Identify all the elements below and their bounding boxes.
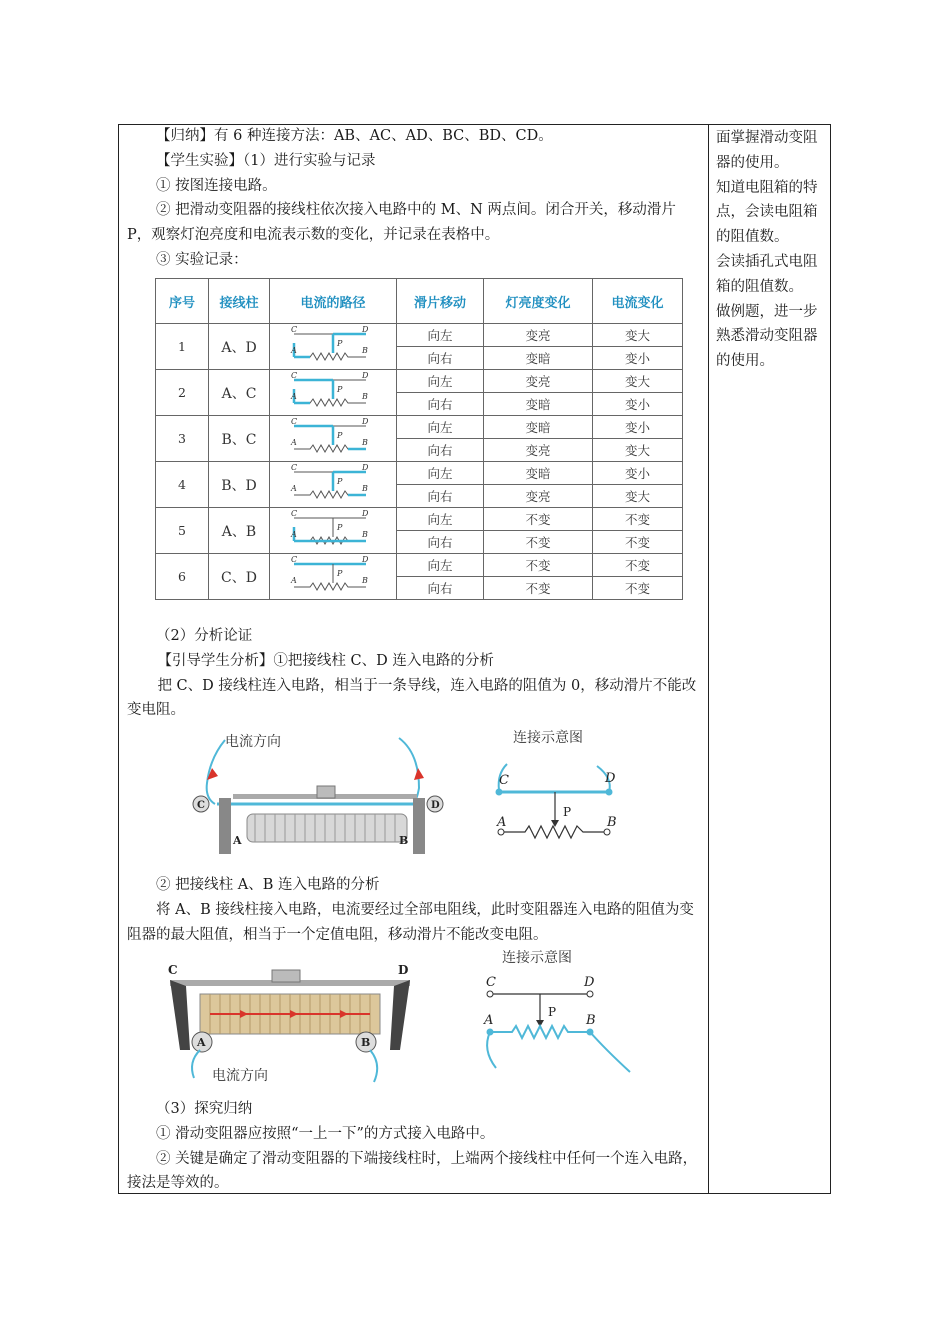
current-change: 变小 [593, 393, 683, 416]
ab-analysis-text: 将 A、B 接线柱接入电路，电流要经过全部电阻线，此时变阻器连入电路的阻值为变阻器的最大阻值，相当于一个定值电阻，移动滑片不能改变电阻。 [127, 901, 694, 943]
schematic-dot-d [606, 789, 613, 796]
circuit-path-icon [288, 555, 378, 595]
conclusion-title: （3）探究归纳 [156, 1101, 253, 1117]
svg-text:C: C [291, 417, 298, 426]
table-row [156, 370, 683, 393]
side-text-3: 会读插孔式电阻箱的阻值数。 [716, 253, 818, 295]
ab-section [127, 873, 701, 947]
current-change: 不变 [593, 531, 683, 554]
row-no: 4 [156, 462, 209, 508]
ab-left-leg [170, 980, 190, 1050]
terminal-a-label: A [233, 834, 242, 847]
brightness-change: 变亮 [484, 324, 593, 347]
svg-text:B: B [362, 438, 368, 447]
slider [317, 786, 335, 798]
svg-text:D: D [362, 371, 369, 380]
record-table [155, 278, 683, 600]
ab-wire-out [370, 1050, 377, 1082]
header-brightness: 灯亮度变化 [484, 279, 593, 324]
row-terminals: C、D [209, 554, 270, 600]
row-no: 5 [156, 508, 209, 554]
slide-direction: 向右 [397, 439, 484, 462]
row-terminals: A、D [209, 324, 270, 370]
ab-terminal-a-label: A [197, 1036, 206, 1049]
ab-terminal-d-label: D [398, 963, 409, 977]
current-change: 变小 [593, 462, 683, 485]
ab-current-direction-label: 电流方向 [212, 1068, 268, 1084]
svg-text:P: P [337, 385, 343, 394]
slide-direction: 向左 [397, 462, 484, 485]
schematic-resistor [503, 826, 605, 838]
current-change: 变大 [593, 485, 683, 508]
slide-direction: 向左 [397, 370, 484, 393]
wire-in [207, 740, 225, 804]
schematic-label-d: D [605, 771, 616, 786]
ab-title: ② 把接线柱 A、B 连入电路的分析 [156, 877, 380, 893]
ab-terminal-c-label: C [168, 963, 178, 977]
cd-analysis-text: 把 C、D 接线柱连入电路，相当于一条导线，连入电路的阻值为 0，移动滑片不能改变电阻。 [127, 677, 697, 719]
svg-text:D: D [362, 417, 369, 426]
svg-text:D: D [362, 325, 369, 334]
ab-schematic-label-b: B [586, 1013, 596, 1028]
table-row [156, 324, 683, 347]
header-no: 序号 [156, 279, 209, 324]
side-text-1: 面掌握滑动变阻器的使用。 [716, 130, 818, 171]
slide-direction: 向右 [397, 577, 484, 600]
schematic-slider-tip [551, 820, 559, 827]
cd-connection-figure [185, 728, 645, 858]
brightness-change: 变暗 [484, 347, 593, 370]
current-change: 变小 [593, 347, 683, 370]
ab-connection-figure [160, 950, 640, 1090]
svg-text:P: P [337, 569, 343, 578]
circuit-path-icon [288, 463, 378, 503]
row-terminals: B、D [209, 462, 270, 508]
table-row [156, 554, 683, 577]
row-terminals: A、C [209, 370, 270, 416]
main-column [127, 124, 701, 273]
ab-right-leg [390, 980, 410, 1050]
side-text-4: 做例题，进一步熟悉滑动变阻器的使用。 [716, 303, 818, 370]
conclusion-2: ② 关键是确定了滑动变阻器的下端接线柱时，上端两个接线柱中任何一个连入电路，接法是等效的。 [127, 1150, 698, 1192]
analysis-title: （2）分析论证 [156, 628, 253, 644]
svg-text:A: A [291, 530, 297, 539]
svg-text:D: D [362, 463, 369, 472]
svg-text:A: A [291, 392, 297, 401]
brightness-change: 变亮 [484, 485, 593, 508]
row-path-diagram [270, 508, 397, 554]
current-change: 变大 [593, 324, 683, 347]
slide-direction: 向左 [397, 324, 484, 347]
schematic-label-c: C [499, 773, 509, 788]
row-no: 3 [156, 416, 209, 462]
brightness-change: 变亮 [484, 439, 593, 462]
ab-slider [272, 970, 300, 982]
svg-text:B: B [362, 392, 368, 401]
row-path-diagram [270, 370, 397, 416]
brightness-change: 不变 [484, 531, 593, 554]
step-3: ③ 实验记录： [156, 251, 248, 268]
table-header-row [156, 279, 683, 324]
side-text-2: 知道电阻箱的特点，会读电阻箱的阻值数。 [716, 179, 818, 246]
svg-text:B: B [362, 484, 368, 493]
header-path: 电流的路径 [270, 279, 397, 324]
row-path-diagram [270, 462, 397, 508]
summary-text: 【归纳】有 6 种连接方法：AB、AC、AD、BC、BD、CD。 [156, 128, 553, 144]
column-divider [708, 124, 709, 1194]
brightness-change: 不变 [484, 554, 593, 577]
analysis-section [127, 624, 701, 723]
circuit-path-icon [288, 509, 378, 549]
row-path-diagram [270, 554, 397, 600]
circuit-path-icon [288, 325, 378, 365]
circuit-path-icon [288, 371, 378, 411]
terminal-d-label: D [431, 800, 440, 811]
ab-wire-in [192, 1050, 200, 1078]
svg-text:P: P [337, 339, 343, 348]
svg-text:B: B [362, 346, 368, 355]
header-current: 电流变化 [593, 279, 683, 324]
row-path-diagram [270, 324, 397, 370]
current-change: 变大 [593, 439, 683, 462]
row-no: 6 [156, 554, 209, 600]
slide-direction: 向右 [397, 531, 484, 554]
svg-text:C: C [291, 509, 298, 518]
slide-direction: 向右 [397, 485, 484, 508]
brightness-change: 变暗 [484, 416, 593, 439]
current-change: 不变 [593, 554, 683, 577]
svg-text:P: P [337, 431, 343, 440]
schematic-label-b: B [607, 815, 617, 830]
table-row [156, 416, 683, 439]
current-change: 不变 [593, 508, 683, 531]
right-bracket [413, 798, 425, 854]
slide-direction: 向右 [397, 347, 484, 370]
left-bracket [219, 798, 231, 854]
coil [247, 814, 407, 842]
slide-direction: 向左 [397, 508, 484, 531]
svg-text:C: C [291, 555, 298, 564]
slide-direction: 向左 [397, 416, 484, 439]
conclusion-section [127, 1097, 701, 1196]
current-change: 不变 [593, 577, 683, 600]
ab-schematic-label-p: P [548, 1005, 557, 1019]
ab-schematic-title: 连接示意图 [502, 950, 572, 966]
row-terminals: B、C [209, 416, 270, 462]
side-column [716, 126, 822, 374]
svg-text:C: C [291, 371, 298, 380]
brightness-change: 变亮 [484, 370, 593, 393]
arrow-out [414, 768, 424, 780]
svg-text:A: A [291, 438, 297, 447]
current-change: 变大 [593, 370, 683, 393]
svg-text:D: D [362, 509, 369, 518]
conclusion-1: ① 滑动变阻器应按照“一上一下”的方式接入电路中。 [156, 1125, 495, 1142]
current-change: 变小 [593, 416, 683, 439]
slide-direction: 向左 [397, 554, 484, 577]
svg-text:A: A [291, 576, 297, 585]
schematic-title: 连接示意图 [513, 730, 583, 746]
brightness-change: 不变 [484, 577, 593, 600]
slide-direction: 向右 [397, 393, 484, 416]
ab-schematic-resistor [490, 1026, 590, 1038]
svg-text:A: A [291, 484, 297, 493]
svg-text:C: C [291, 325, 298, 334]
svg-text:P: P [337, 523, 343, 532]
table-row [156, 508, 683, 531]
terminal-b-label: B [399, 834, 409, 847]
header-slide: 滑片移动 [397, 279, 484, 324]
svg-text:A: A [291, 346, 297, 355]
svg-text:C: C [291, 463, 298, 472]
brightness-change: 变暗 [484, 393, 593, 416]
svg-text:B: B [362, 530, 368, 539]
terminal-c-label: C [197, 800, 205, 811]
step-1: ① 按图连接电路。 [156, 177, 277, 194]
schematic-label-p: P [563, 805, 572, 819]
row-no: 1 [156, 324, 209, 370]
current-direction-label: 电流方向 [225, 734, 281, 750]
step-2: ② 把滑动变阻器的接线柱依次接入电路中的 M、N 两点间。闭合开关，移动滑片 P，观察灯泡亮度和电流表示数的变化，并记录在表格中。 [127, 202, 676, 244]
row-terminals: A、B [209, 508, 270, 554]
header-terminals: 接线柱 [209, 279, 270, 324]
schematic-dot-c [496, 789, 503, 796]
svg-text:D: D [362, 555, 369, 564]
brightness-change: 不变 [484, 508, 593, 531]
ab-schematic-label-a: A [484, 1013, 494, 1028]
ab-terminal-b-label: B [361, 1036, 371, 1049]
ab-schematic-label-c: C [486, 975, 496, 990]
svg-text:P: P [337, 477, 343, 486]
svg-text:B: B [362, 576, 368, 585]
brightness-change: 变暗 [484, 462, 593, 485]
guide-text: 【引导学生分析】①把接线柱 C、D 连入电路的分析 [157, 652, 494, 669]
row-no: 2 [156, 370, 209, 416]
circuit-path-icon [288, 417, 378, 457]
ab-schematic-label-d: D [584, 975, 595, 990]
row-path-diagram [270, 416, 397, 462]
schematic-label-a: A [497, 815, 507, 830]
table-row [156, 462, 683, 485]
experiment-title: 【学生实验】（1）进行实验与记录 [156, 152, 376, 169]
